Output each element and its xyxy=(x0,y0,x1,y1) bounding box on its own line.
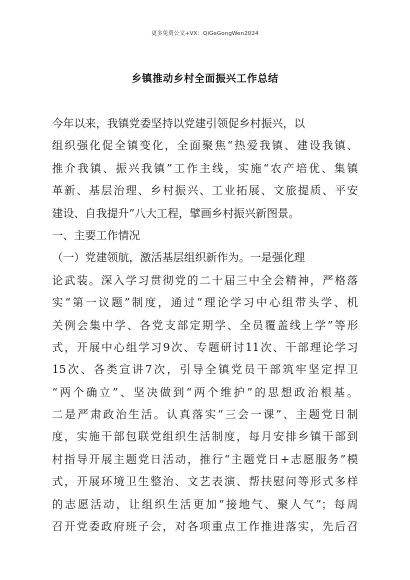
body-line: 15次、各类宣讲7次，引导全镇党员干部筑牢坚定捍卫 xyxy=(52,363,358,377)
body-line: “两个确立”、坚决做到“两个维护”的思想政治根基。 xyxy=(52,385,358,399)
body-line: 式，开展环境卫生整治、文艺表演、帮扶慰问等形式多样 xyxy=(52,475,358,489)
document-title: 乡镇推动乡村全面振兴工作总结 xyxy=(131,74,279,85)
body-line: 建设、自我提升”八大工程，擘画乡村振兴新图景。 xyxy=(52,206,300,220)
document-body xyxy=(52,113,358,538)
body-line: 度，实施干部包联党组织生活制度，每月安排乡镇干部到 xyxy=(52,430,358,444)
header-note: 更多免费公文+VX：QiGeGongWen2024 xyxy=(151,31,259,37)
body-line: 论武装。深入学习贯彻党的二十届三中全会精神，严格落 xyxy=(52,273,358,287)
body-line: 今年以来，我镇党委坚持以党建引领促乡村振兴，以 xyxy=(52,117,305,130)
body-line: 实“第一议题”制度，通过“理论学习中心组带头学、机 xyxy=(52,296,358,310)
body-line: （一）党建领航，激活基层组织新作为。一是强化理 xyxy=(52,251,305,265)
body-line: 的志愿活动，让组织生活更加“接地气、聚人气”；每周 xyxy=(52,497,358,511)
body-line: 关例会集中学、各党支部定期学、全员覆盖线上学”等形 xyxy=(52,318,358,332)
body-line: 组织强化促全镇变化，全面聚焦“热爱我镇、建设我镇、 xyxy=(52,139,358,153)
body-line: 推介我镇、振兴我镇”工作主线，实施“农产培优、集镇 xyxy=(52,161,358,175)
body-line: 式，开展中心组学习9次、专题研讨11次、干部理论学习 xyxy=(52,340,358,354)
body-line: 村指导开展主题党日活动，推行“主题党日+志愿服务”模 xyxy=(52,452,358,466)
body-line: 二是严肃政治生活。认真落实“三会一课”、主题党日制 xyxy=(52,408,358,422)
section-heading: 一、主要工作情况 xyxy=(52,228,140,242)
body-line: 革新、基层治理、乡村振兴、工业拓展、文旅提质、平安 xyxy=(52,184,358,198)
body-line: 召开党委政府班子会，对各项重点工作推进落实，先后召 xyxy=(52,520,358,534)
